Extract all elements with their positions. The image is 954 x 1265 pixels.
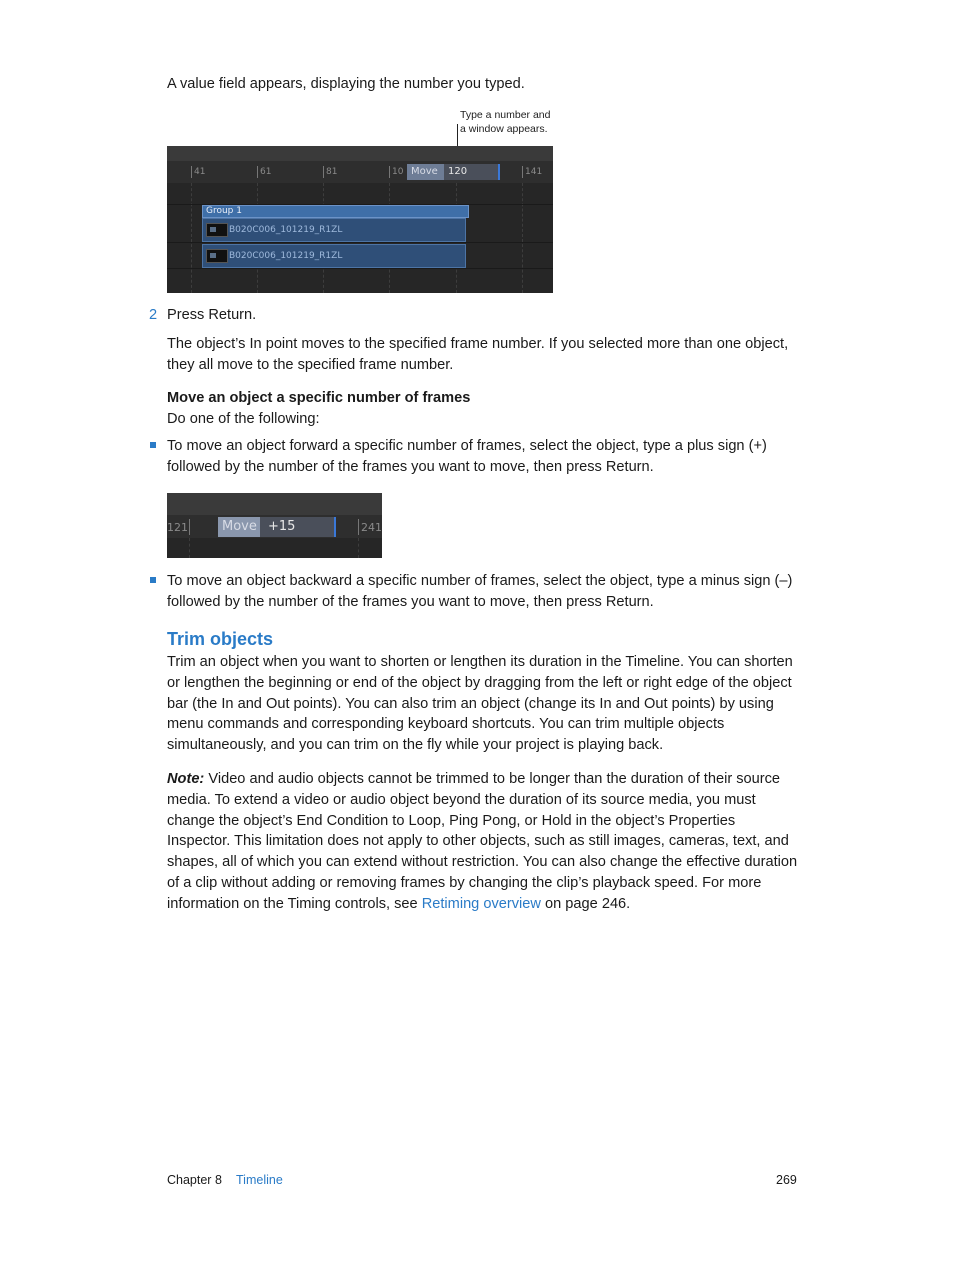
move-value-field[interactable]: +15 [260,517,336,537]
clip-bar[interactable] [202,244,466,268]
bullet-text: To move an object backward a specific number of frames, select the object, type a minus sign (–) followed by the number of the frames you want to move, then press Return. [167,573,793,610]
step-number: 2 [149,307,158,323]
timeline-header [167,146,553,161]
retiming-overview-link[interactable]: Retiming overview [421,895,541,912]
note-paragraph [167,769,799,915]
move-label: Move [407,164,446,180]
ruler-tick: 241 [361,521,382,534]
timeline-figure-1 [167,146,553,293]
timeline-header [167,493,382,515]
move-value-field[interactable]: 120 [444,164,500,180]
clip-label: B020C006_101219_R1ZL [229,251,343,261]
section-heading: Trim objects [167,629,274,649]
footer-section-link[interactable]: Timeline [236,1173,283,1187]
ruler-tick: 121 [167,521,188,534]
group-bar[interactable]: Group 1 [202,205,469,218]
subsection-title: Move an object a specific number of frames [167,390,471,406]
subsection-intro: Do one of the following: [167,411,320,427]
page-number: 269 [776,1173,797,1187]
bullet-icon [150,577,156,583]
intro-text: A value field appears, displaying the number you typed. [167,76,525,92]
move-label: Move [218,517,260,537]
step-text: Press Return. [167,307,257,323]
ruler-tick: 141 [525,167,543,177]
note-body: Video and audio objects cannot be trimmed to be longer than the duration of their source media. To extend a video or audio object beyond the duration of its source media, you must change the object’s End Condition to Loop, Ping Pong, or Hold in the object’s Properties Inspector. This limitation does not apply to other objects, such as still images, cameras, text, and shapes, all of which you can extend without restriction. You can also change the effective duration of a clip without adding or removing frames by changing the clip’s playback speed. For more information on the Timing controls, see [167,771,798,912]
timeline-figure-2 [167,493,382,558]
ruler-tick: 41 [194,167,206,177]
footer-chapter: Chapter 8 [167,1173,222,1187]
note-label: Note: [167,771,205,787]
note-tail: on page 246. [545,895,631,912]
callout-line-1: Type a number and [460,109,551,121]
ruler-tick: 81 [326,167,338,177]
ruler-tick: 61 [260,167,272,177]
step-result: The object’s In point moves to the specified frame number. If you selected more than one object, they all move to the specified frame number. [167,336,789,373]
bullet-text: To move an object forward a specific number of frames, select the object, type a plus sign (+) followed by the number of the frames you want to move, then press Return. [167,438,767,475]
bullet-icon [150,442,156,448]
callout-line-2: a window appears. [460,123,548,135]
clip-thumbnail [206,249,228,263]
clip-label: B020C006_101219_R1ZL [229,225,343,235]
figure-callout [460,108,550,136]
trim-body: Trim an object when you want to shorten or lengthen its duration in the Timeline. You can shorten or lengthen the beginning or end of the object by dragging from the left or right edge of the object bar (the In and Out points). You can also trim an object (change its In and Out points) by using menu commands and corresponding keyboard shortcuts. You can trim multiple objects simultaneously, and you can trim on the fly while your project is playing back. [167,654,793,754]
ruler-tick: 10 [392,167,404,177]
clip-thumbnail [206,223,228,237]
clip-bar[interactable] [202,218,466,242]
